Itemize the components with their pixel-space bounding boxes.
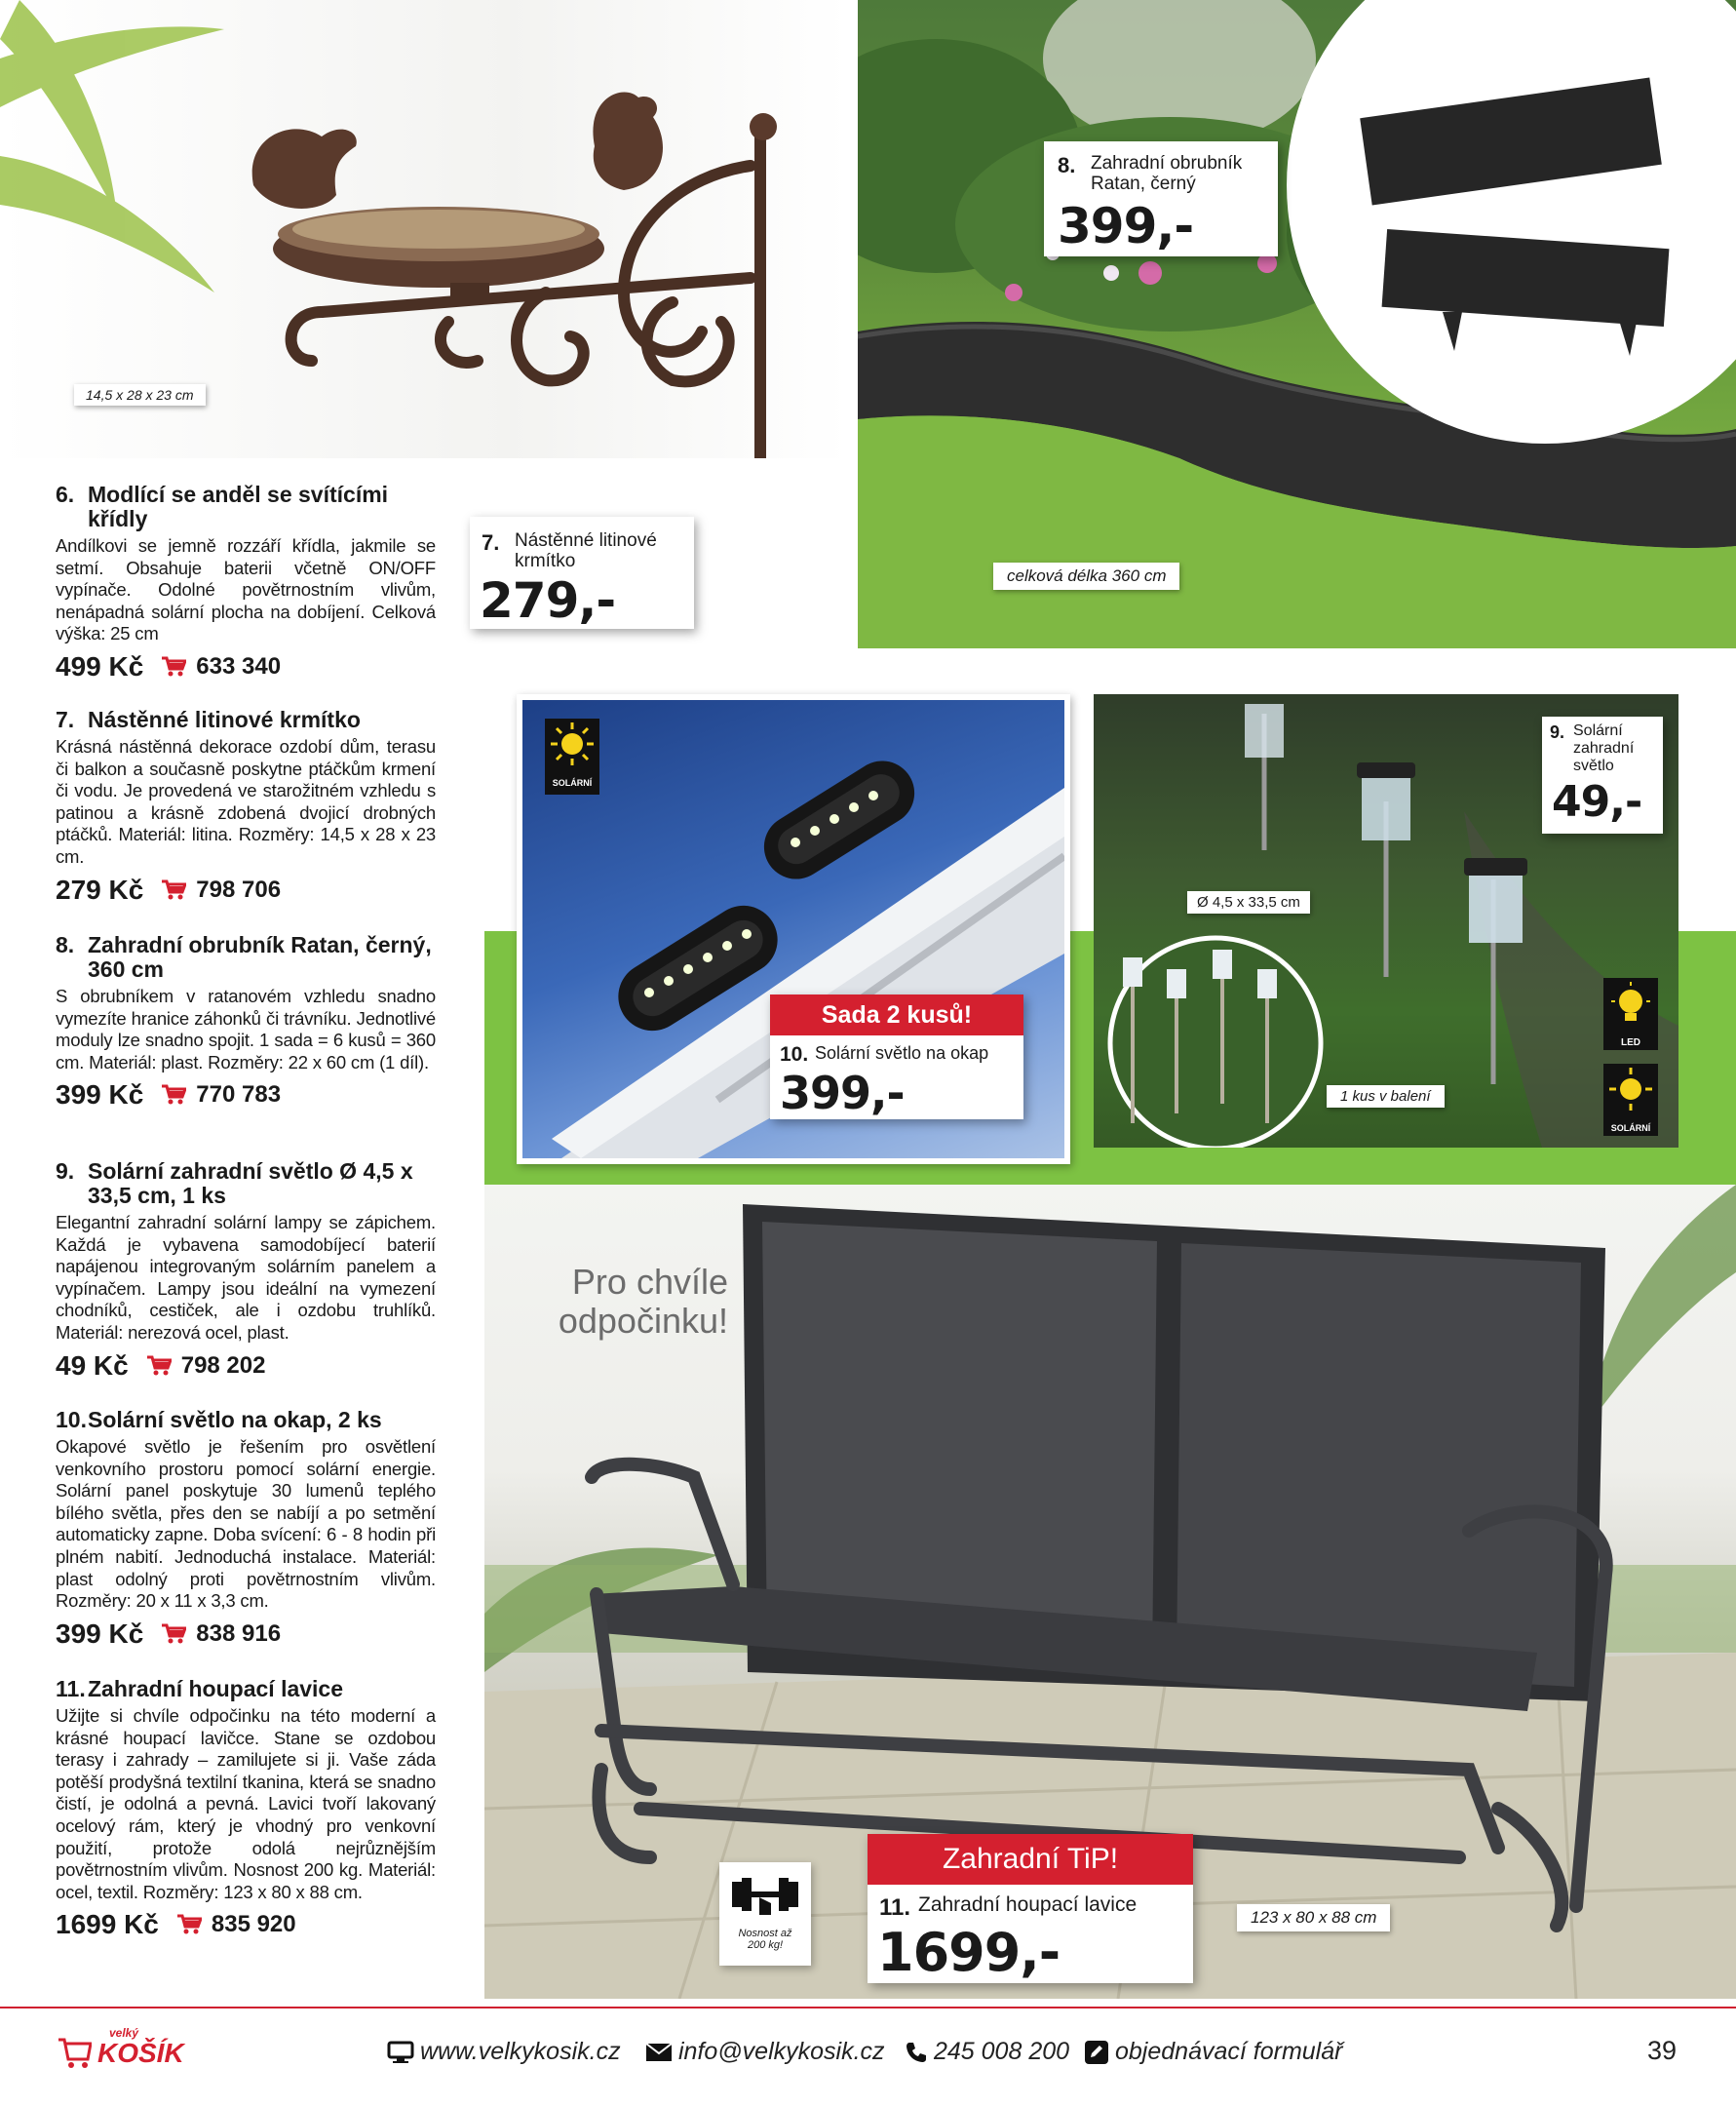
- footer-phone[interactable]: [905, 2038, 1069, 2066]
- gutter-price-tag: [770, 994, 1023, 1119]
- solar-badge-label: SOLÁRNÍ: [552, 778, 593, 788]
- product-description: S obrubníkem v ratanovém vzhledu snadno vymezíte hranice záhonků či trávníku. Jednotlivé moduly lze snadno spojit. 1 sada = 6 kusů = 360 cm. Materiál: plast. Rozměry: 22 x 60 cm (1 díl).: [56, 986, 436, 1072]
- product-description: Užijte si chvíle odpočinku na této moderní a krásné houpací lavičce. Stane se ozdobou terasy i zahrady – zamilujete si ji. Vaše záda potěší prodyšná textilní tkanina, která se snadno čistí, je odolná a pevná. Lavici tvoří lakovaný ocelový rám, který je vhodný pro venkovní použití, protože odolá nejrůznějším povětrnostním vlivům. Nosnost 200 kg. Materiál: ocel, textil. Rozměry: 123 x 80 x 88 cm.: [56, 1705, 436, 1902]
- product-title: Solární zahradní světlo Ø 4,5 x 33,5 cm, 1 ks: [88, 1158, 413, 1208]
- product-11: [56, 1677, 436, 1940]
- product-8: [56, 933, 436, 1111]
- product-number: 6.: [56, 482, 75, 507]
- tag-number: 7.: [482, 530, 500, 555]
- tag-number: 8.: [1058, 153, 1076, 177]
- border-photo: [858, 0, 1736, 648]
- footer-order-form[interactable]: [1084, 2038, 1342, 2066]
- logo-big-text: KOŠÍK: [97, 2038, 184, 2068]
- product-description: Okapové světlo je řešením pro osvětlení venkovního prostoru pomocí solární energie. Solární panel poskytuje 30 lumenů teplého bílého světla, přes den se nabíjí a po setmění automaticky zapne. Doba svícení: 6 - 8 hodin při plném nabití. Jednoduchá instalace. Materiál: plast odolný proti povětrnostním vlivům. Rozměry: 20 x 11 x 3,3 cm.: [56, 1436, 436, 1612]
- footer-website[interactable]: [387, 2038, 621, 2066]
- dumbbell-icon: [726, 1868, 804, 1923]
- product-price: 499 Kč: [56, 650, 144, 682]
- cart-logo-icon: [57, 2032, 92, 2071]
- cart-icon: [161, 1623, 186, 1645]
- product-6: [56, 483, 436, 682]
- solar-badge-2: [1603, 1064, 1658, 1136]
- capacity-line2: 200 kg!: [747, 1939, 784, 1951]
- form-edit-icon: [1084, 2040, 1109, 2065]
- tag-price: 399,-: [1058, 198, 1194, 254]
- tag-price: 1699,-: [877, 1922, 1061, 1983]
- footer: [0, 2007, 1736, 2086]
- product-title: Zahradní obrubník Ratan, černý, 360 cm: [88, 932, 432, 982]
- product-title: Zahradní houpací lavice: [88, 1676, 344, 1701]
- phone-number[interactable]: 245 008 200: [934, 2038, 1070, 2065]
- product-title: Modlící se anděl se svítícími křídly: [88, 482, 389, 531]
- product-code: 798 202: [180, 1351, 266, 1379]
- feeder-dims-label: 14,5 x 28 x 23 cm: [74, 384, 206, 406]
- border-illustration: [858, 0, 1736, 648]
- cart-icon: [161, 656, 186, 678]
- tag-name: Zahradní obrubník Ratan, černý: [1091, 153, 1243, 194]
- cart-icon: [161, 1084, 186, 1106]
- product-number: 9.: [56, 1158, 75, 1184]
- product-title: Solární světlo na okap, 2 ks: [88, 1407, 382, 1432]
- bench-dims-label: 123 x 80 x 88 cm: [1237, 1904, 1390, 1931]
- tag-number: 10.: [780, 1043, 809, 1066]
- product-10: [56, 1408, 436, 1650]
- capacity-line1: Nosnost až: [738, 1928, 792, 1939]
- product-9: [56, 1159, 436, 1382]
- product-price: 49 Kč: [56, 1349, 129, 1381]
- product-number: 7.: [56, 707, 75, 732]
- tag-price: 399,-: [780, 1067, 905, 1119]
- footer-email[interactable]: [645, 2038, 885, 2066]
- product-price: 279 Kč: [56, 874, 144, 905]
- product-price: 399 Kč: [56, 1618, 144, 1649]
- product-description: Krásná nástěnná dekorace ozdobí dům, terasu či balkon a současně poskytne ptáčkům krmení či vodu. Je provedená ve starožitném vzhledu s patinou a krásně zdobená dvojicí drobných ptáčků. Materiál: litina. Rozměry: 14,5 x 28 x 23 cm.: [56, 736, 436, 867]
- tag-name: Solární zahradní světlo: [1573, 722, 1635, 774]
- logo-small-text: velký: [109, 2026, 139, 2040]
- tag-name: Solární světlo na okap: [815, 1043, 989, 1063]
- bench-slogan-line2: odpočinku!: [558, 1301, 728, 1341]
- product-code: 835 920: [211, 1911, 296, 1938]
- cart-icon: [176, 1914, 202, 1935]
- envelope-icon: [645, 2042, 673, 2063]
- feeder-price-tag: [470, 517, 694, 629]
- email-link[interactable]: info@velkykosik.cz: [678, 2038, 885, 2065]
- solar-light-price-tag: [1542, 717, 1663, 834]
- product-code: 838 916: [196, 1619, 282, 1647]
- tag-number: 9.: [1550, 722, 1565, 742]
- cart-icon: [146, 1355, 172, 1377]
- sun-icon: [1603, 1064, 1658, 1118]
- product-description: Elegantní zahradní solární lampy se zápichem. Každá je vybavena samodobíjecí baterií napájenou integrovaným solárním panelem a vypínačem. Lampy jsou ideální na vymezení chodníků, cestiček, ale i ozdobu truhlíků. Materiál: nerezová ocel, plast.: [56, 1212, 436, 1343]
- tag-price: 279,-: [480, 572, 616, 629]
- product-number: 10.: [56, 1407, 87, 1432]
- light-dims-label: Ø 4,5 x 33,5 cm: [1187, 891, 1310, 914]
- solar-badge-label: SOLÁRNÍ: [1610, 1123, 1651, 1133]
- product-code: 633 340: [196, 652, 282, 680]
- page-number: 39: [1647, 2036, 1678, 2065]
- led-badge: [1603, 978, 1658, 1050]
- tag-name: Nástěnné litinové krmítko: [515, 530, 657, 571]
- product-title: Nástěnné litinové krmítko: [88, 707, 361, 732]
- light-pack-label: 1 kus v balení: [1327, 1085, 1445, 1108]
- tag-number: 11.: [879, 1894, 911, 1921]
- product-description: Andílkovi se jemně rozzáří křídla, jakmile se setmí. Obsahuje baterii včetně ON/OFF vypínače. Odolné povětrnostním vlivům, nenápadná solární plocha na dobíjení. Celková výška: 25 cm: [56, 535, 436, 644]
- product-number: 11.: [56, 1676, 86, 1701]
- tag-banner: Sada 2 kusů!: [770, 994, 1023, 1035]
- product-price: 399 Kč: [56, 1079, 144, 1111]
- tag-name: Zahradní houpací lavice: [918, 1893, 1138, 1916]
- led-badge-label: LED: [1621, 1037, 1640, 1048]
- tag-banner: Zahradní TiP!: [868, 1834, 1193, 1885]
- product-code: 770 783: [196, 1081, 282, 1109]
- website-link[interactable]: www.velkykosik.cz: [420, 2038, 621, 2065]
- product-price: 1699 Kč: [56, 1909, 159, 1940]
- cart-icon: [161, 879, 186, 901]
- border-length-label: celková délka 360 cm: [993, 563, 1179, 590]
- bench-slogan-line1: Pro chvíle: [571, 1262, 728, 1302]
- bulb-icon: [1603, 978, 1658, 1033]
- tag-price: 49,-: [1552, 777, 1642, 827]
- product-code: 798 706: [196, 876, 282, 903]
- monitor-icon: [387, 2041, 414, 2064]
- product-number: 8.: [56, 932, 75, 957]
- solar-badge: [545, 719, 599, 795]
- product-7: [56, 708, 436, 906]
- sun-icon: [545, 719, 599, 773]
- bench-price-tag: [868, 1834, 1193, 1983]
- order-form-link[interactable]: objednávací formulář: [1115, 2038, 1343, 2065]
- logo[interactable]: [57, 2026, 193, 2073]
- capacity-badge: [719, 1862, 811, 1966]
- phone-icon: [905, 2041, 928, 2064]
- border-price-tag: [1044, 141, 1278, 256]
